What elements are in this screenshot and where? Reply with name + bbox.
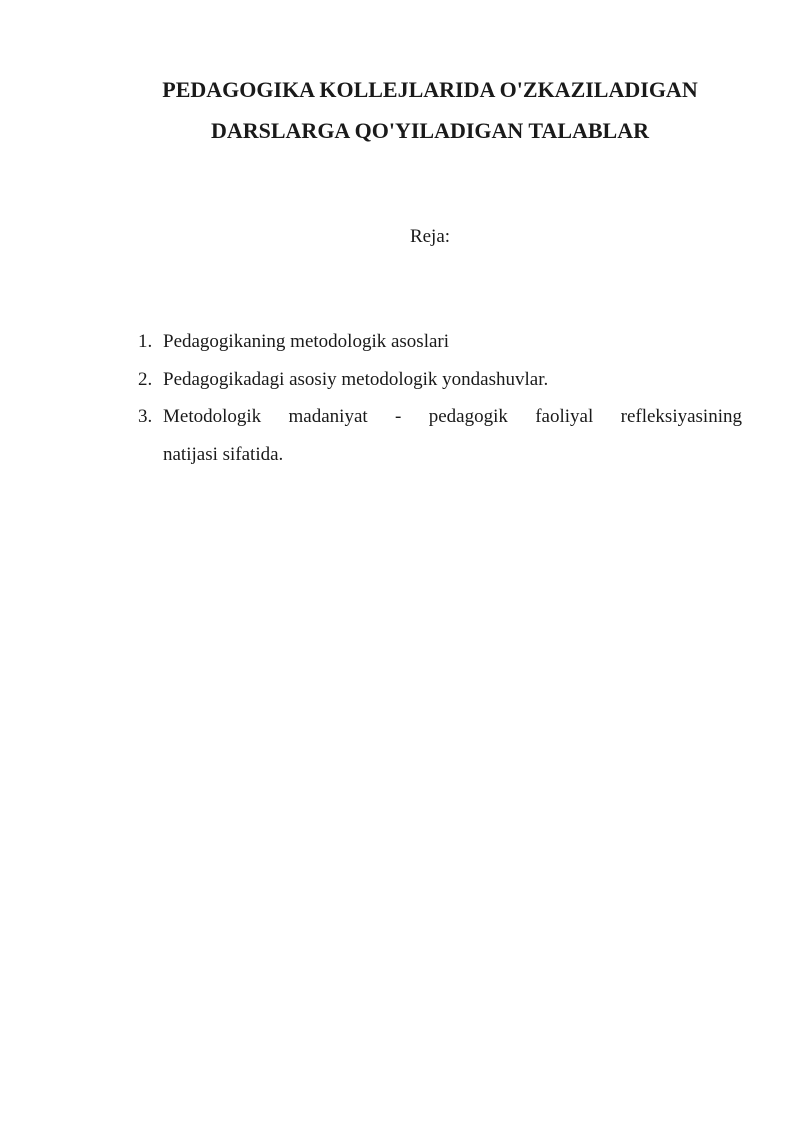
document-title-line-1: PEDAGOGIKA KOLLEJLARIDA O'ZKAZILADIGAN: [162, 77, 698, 102]
plan-item-2: [138, 361, 742, 399]
plan-item-1: [138, 323, 742, 361]
plan-item-number: 2.: [138, 368, 153, 390]
plan-item-number: 3.: [138, 406, 153, 427]
document-title-line-2: DARSLARGA QO'YILADIGAN TALABLAR: [210, 118, 650, 143]
plan-item-number: 1.: [138, 331, 153, 352]
plan-heading: Reja:: [409, 226, 451, 247]
plan-item-text-line-1: Metodologik madaniyat - pedagogik faoliyal refleksiyasining: [163, 406, 742, 427]
plan-list: [138, 323, 742, 473]
plan-item-text: Pedagogikaning metodologik asoslari: [163, 331, 450, 352]
plan-item-text-line-2: natijasi sifatida.: [163, 443, 284, 465]
plan-item-text: Pedagogikadagi asosiy metodologik yondashuvlar.: [163, 368, 549, 390]
plan-item-3: [138, 398, 742, 473]
